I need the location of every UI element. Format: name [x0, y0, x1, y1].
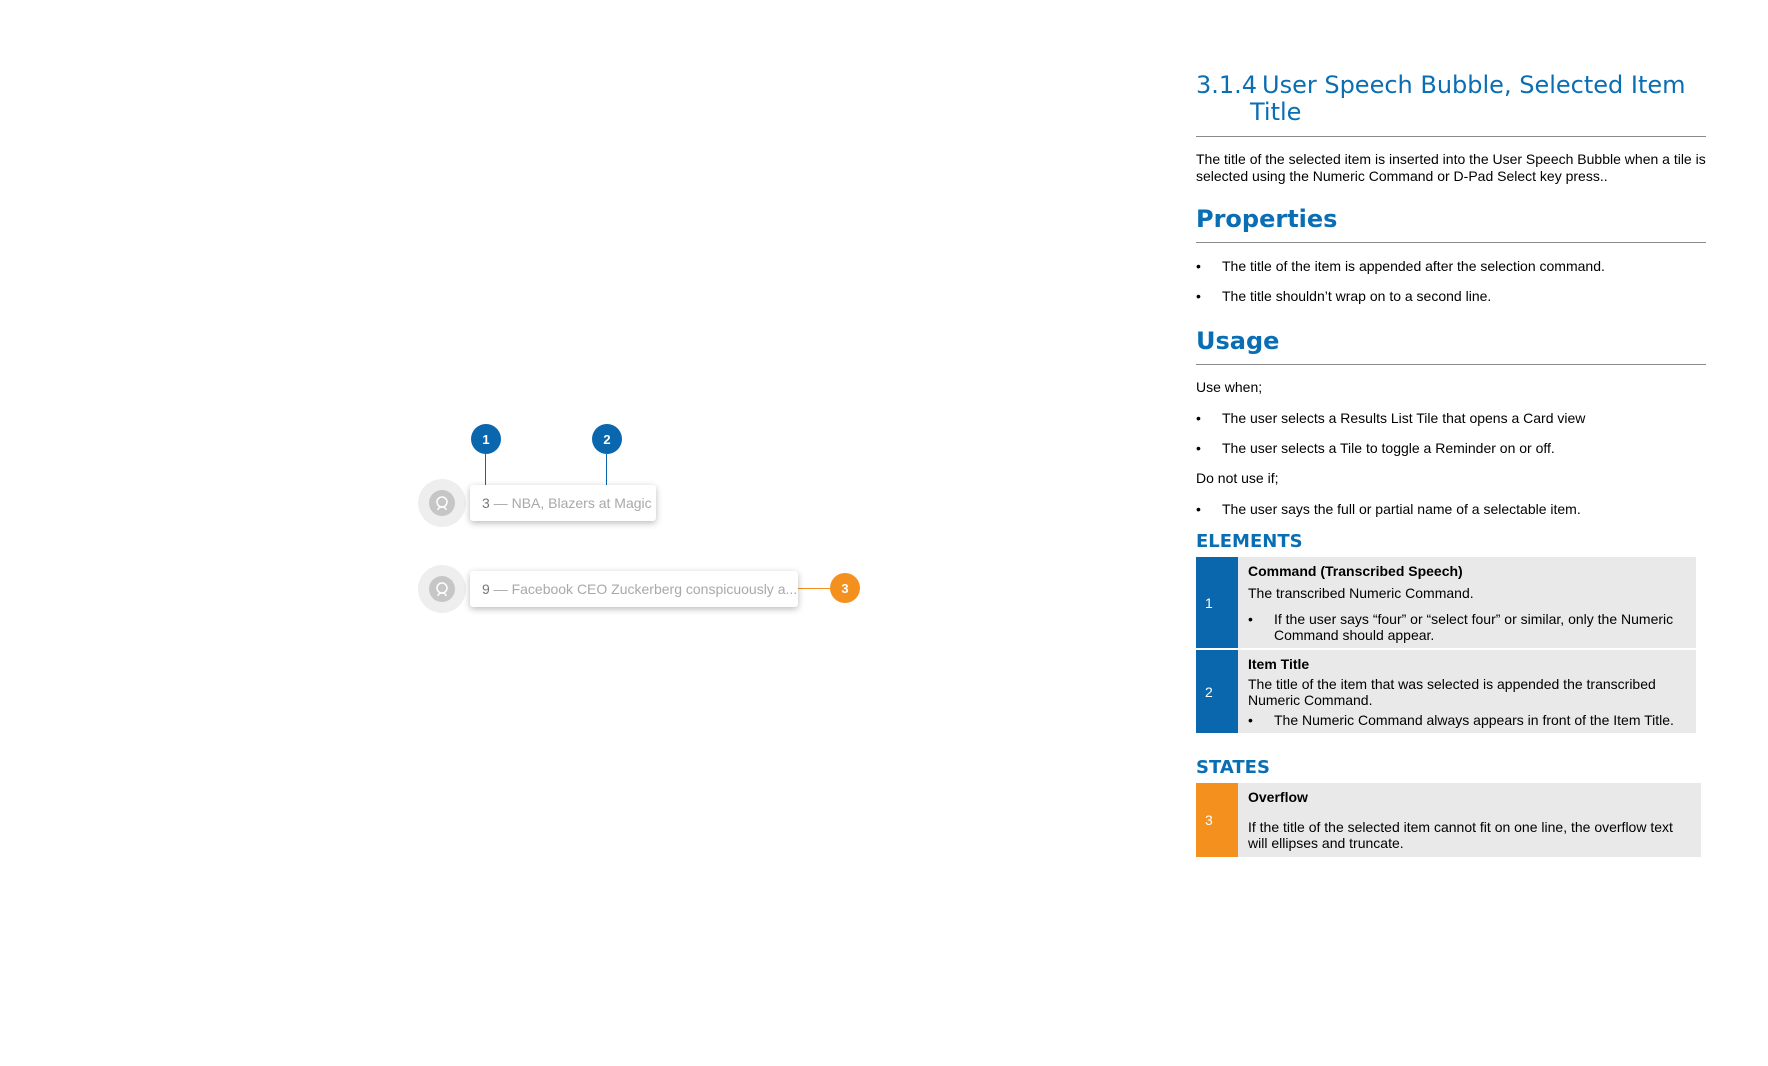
element-cell	[1238, 650, 1696, 733]
state-cell	[1238, 783, 1701, 857]
section-title-line2: Title	[1250, 98, 1302, 126]
callout-badge-3: 3	[830, 573, 860, 603]
list-item: • If the user says “four” or “select four” or similar, only the Numeric Command should appear.	[1248, 611, 1686, 643]
user-face-icon	[434, 581, 450, 597]
bubble-item-title: Facebook CEO Zuckerberg conspicuously a...	[511, 581, 798, 597]
bubble-item-title: NBA, Blazers at Magic	[511, 495, 652, 511]
list-item: • The Numeric Command always appears in front of the Item Title.	[1248, 712, 1686, 728]
element-bullets	[1248, 712, 1686, 728]
user-avatar	[418, 479, 466, 527]
states-heading: STATES	[1196, 757, 1270, 778]
user-avatar	[418, 565, 466, 613]
user-speech-bubble-overflow	[470, 571, 798, 607]
list-item: • The user says the full or partial name of a selectable item.	[1196, 501, 1706, 518]
bubble-command: 3	[482, 495, 490, 511]
usage-heading: Usage	[1196, 327, 1706, 365]
element-title: Item Title	[1248, 656, 1310, 672]
callout-badge-2: 2	[592, 424, 622, 454]
element-index: 1	[1196, 557, 1238, 648]
user-avatar-icon	[429, 576, 455, 602]
elements-table	[1196, 555, 1696, 735]
elements-heading: ELEMENTS	[1196, 531, 1303, 552]
bubble-separator: —	[489, 495, 512, 511]
states-table	[1196, 781, 1701, 859]
element-cell	[1238, 557, 1696, 648]
use-when-label: Use when;	[1196, 379, 1263, 395]
use-when-list	[1196, 410, 1706, 457]
bubble-command: 9	[482, 581, 490, 597]
spec-document	[1196, 72, 1706, 859]
table-row	[1196, 650, 1696, 733]
table-row	[1196, 557, 1696, 648]
do-not-use-label: Do not use if;	[1196, 470, 1279, 486]
state-index: 3	[1196, 783, 1238, 857]
list-item: • The title of the item is appended after the selection command.	[1196, 258, 1706, 275]
element-desc: The transcribed Numeric Command.	[1248, 585, 1474, 601]
element-desc: The title of the item that was selected is appended the transcribed Numeric Command.	[1248, 676, 1656, 708]
section-title-line1: User Speech Bubble, Selected Item	[1262, 71, 1686, 99]
list-item: • The title shouldn’t wrap on to a second line.	[1196, 288, 1706, 305]
user-avatar-icon	[429, 490, 455, 516]
table-row	[1196, 783, 1701, 857]
element-bullets	[1248, 611, 1686, 643]
section-title	[1250, 71, 1686, 126]
state-desc: If the title of the selected item cannot fit on one line, the overflow text will ellipses and truncate.	[1248, 819, 1673, 851]
intro-paragraph: The title of the selected item is inserted into the User Speech Bubble when a tile is selected using the Numeric Command or D-Pad Select key press..	[1196, 151, 1706, 184]
section-heading	[1196, 72, 1706, 137]
list-item: • The user selects a Tile to toggle a Reminder on or off.	[1196, 440, 1706, 457]
element-title: Command (Transcribed Speech)	[1248, 563, 1463, 579]
bubble-separator: —	[489, 581, 512, 597]
callout-badge-1: 1	[471, 424, 501, 454]
user-speech-bubble	[470, 485, 656, 521]
section-number: 3.1.4	[1196, 71, 1258, 99]
properties-list	[1196, 258, 1706, 305]
list-item: • The user selects a Results List Tile that opens a Card view	[1196, 410, 1706, 427]
user-face-icon	[434, 495, 450, 511]
properties-heading: Properties	[1196, 205, 1706, 243]
do-not-use-list	[1196, 501, 1706, 518]
state-title: Overflow	[1248, 789, 1308, 805]
element-index: 2	[1196, 650, 1238, 733]
